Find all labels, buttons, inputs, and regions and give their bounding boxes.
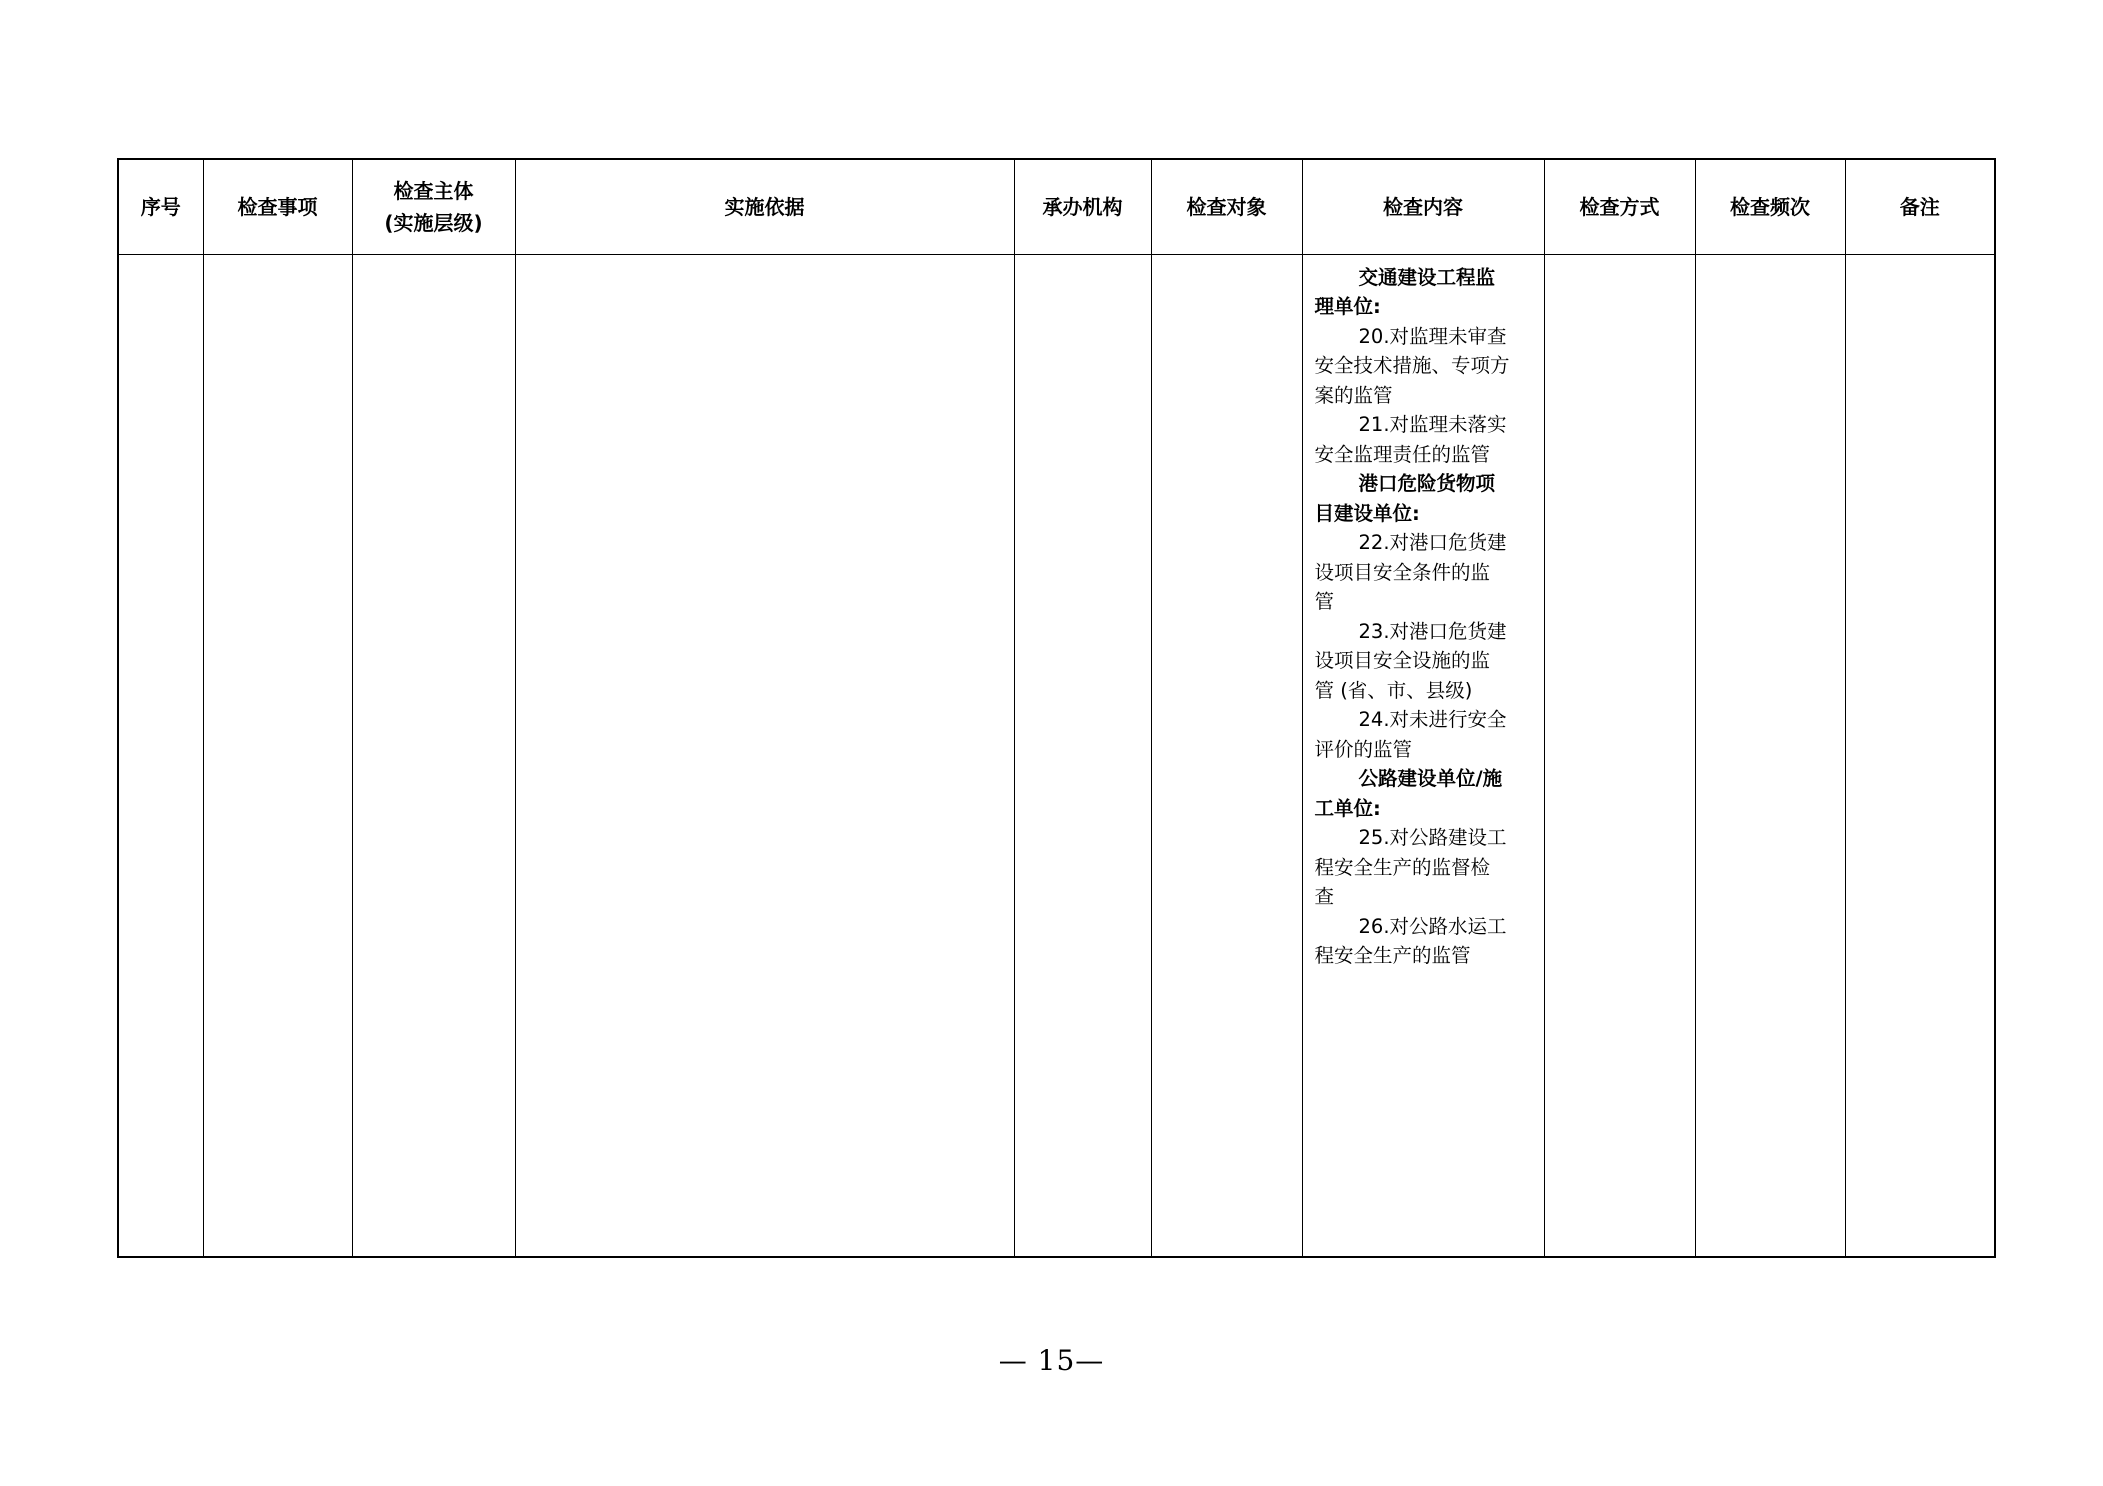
header-subject-line1: 检查主体 [393,178,474,203]
header-frequency: 检查频次 [1695,159,1845,254]
content-line-text: 21.对监理未落实 [1358,413,1507,436]
cell-frequency [1695,254,1845,1257]
content-line-text: 20.对监理未审查 [1358,324,1507,348]
content-subheading-line [1315,292,1532,322]
content-line-text: 设项目安全条件的监 [1314,560,1491,584]
content-line-text: 案的监管 [1314,383,1393,407]
content-line-text: 程安全生产的监管 [1314,944,1471,967]
header-agency: 承办机构 [1014,159,1151,254]
content-line-text: 查 [1314,885,1335,908]
content-subheading-line [1315,794,1532,824]
content-text-line [1315,646,1532,676]
header-subject-line2: (实施层级) [384,210,483,235]
content-line-text: 评价的监管 [1314,737,1413,761]
content-line-text: 安全监理责任的监管 [1314,442,1491,466]
header-object: 检查对象 [1151,159,1302,254]
cell-item [203,254,352,1257]
cell-object [1151,254,1302,1257]
content-text-line [1315,676,1532,706]
content-text-line [1315,617,1532,647]
content-text-line [1315,410,1532,440]
content-text-line [1315,941,1532,971]
header-subject [352,159,515,254]
content-line-text: 26.对公路水运工 [1358,914,1507,938]
header-serial: 序号 [118,159,203,254]
content-text-line [1315,882,1532,912]
header-remarks: 备注 [1845,159,1995,254]
content-text-line [1315,322,1532,352]
content-subheading-line [1315,499,1532,529]
cell-method [1544,254,1695,1257]
header-item: 检查事项 [203,159,352,254]
content-text-line [1315,912,1532,942]
table-row [118,254,1995,1257]
content-text-line [1315,558,1532,588]
content-line-text: 管 (省、市、县级) [1314,678,1473,702]
header-content: 检查内容 [1302,159,1544,254]
cell-subject [352,254,515,1257]
content-line-text: 22.对港口危货建 [1358,531,1507,554]
content-line-text: 港口危险货物项 [1358,472,1496,495]
cell-remarks [1845,254,1995,1257]
content-line-text: 24.对未进行安全 [1358,708,1507,731]
content-line-text: 交通建设工程监 [1358,265,1496,289]
table-header-row [118,159,1995,254]
header-method: 检查方式 [1544,159,1695,254]
content-line-text: 23.对港口危货建 [1358,619,1507,643]
content-line-text: 管 [1314,590,1335,613]
content-line-text: 25.对公路建设工 [1358,826,1507,849]
cell-basis [515,254,1014,1257]
content-line-text: 工单位: [1314,796,1381,820]
content-text-line [1315,440,1532,470]
header-basis: 实施依据 [515,159,1014,254]
content-text-line [1315,351,1532,381]
content-subheading-line [1315,263,1532,293]
content-text-line [1315,735,1532,765]
content-line-text: 公路建设单位/施 [1358,767,1503,790]
content-line-text: 安全技术措施、专项方 [1314,354,1510,377]
content-subheading-line [1315,764,1532,794]
cell-content [1302,254,1544,1257]
content-text-line [1315,587,1532,617]
content-line-text: 理单位: [1314,295,1381,318]
content-subheading-line [1315,469,1532,499]
page-number: — 15— [998,1344,1105,1377]
content-text-line [1315,853,1532,883]
content-line-text: 目建设单位: [1314,501,1420,525]
cell-serial [118,254,203,1257]
content-text-line [1315,705,1532,735]
content-text-line [1315,823,1532,853]
content-line-text: 程安全生产的监督检 [1314,855,1491,879]
inspection-table [117,158,1996,1258]
content-line-text: 设项目安全设施的监 [1314,649,1491,672]
content-text-line [1315,381,1532,411]
cell-agency [1014,254,1151,1257]
content-text-line [1315,528,1532,558]
